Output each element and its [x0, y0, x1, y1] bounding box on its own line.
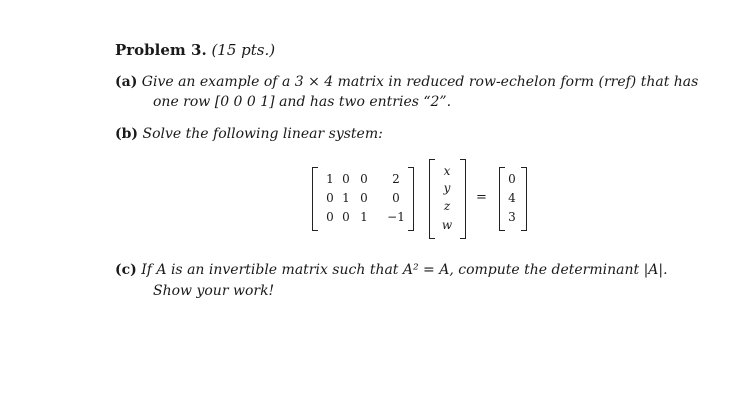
part-c-label: (c)	[115, 262, 137, 278]
variable-entry: w	[441, 218, 453, 232]
problem-points: (15 pts.)	[211, 41, 276, 59]
matrix-right-bracket	[408, 167, 414, 231]
matrix-entry: 1	[360, 210, 368, 224]
rhs-entry: 3	[508, 210, 516, 224]
matrix-left-bracket	[312, 167, 318, 231]
rhs-entry: 0	[508, 172, 516, 186]
rhs-right-bracket	[521, 167, 527, 231]
matrix-entry: 1	[326, 172, 334, 186]
matrix-entry: 0	[342, 172, 350, 186]
part-a-label: (a)	[115, 74, 138, 90]
vector-right-bracket	[460, 159, 466, 239]
rhs-entry: 4	[508, 191, 516, 205]
rhs-left-bracket	[499, 167, 505, 231]
problem-title: Problem 3.	[115, 41, 207, 59]
variable-entry: z	[443, 199, 451, 213]
part-c-text-1: If A is an invertible matrix such that A² = A, compute the determinant |A|.	[141, 262, 668, 278]
matrix-entry: 2	[392, 172, 400, 186]
variable-entry: y	[443, 181, 451, 195]
part-c-line2: Show your work!	[153, 283, 275, 299]
part-b-text: Solve the following linear system:	[142, 126, 383, 142]
matrix-entry: −1	[387, 210, 405, 224]
part-b-label: (b)	[115, 126, 139, 142]
part-a-line2: one row [0 0 0 1] and has two entries “2”.	[153, 94, 452, 110]
part-a-text-1: Give an example of a 3 × 4 matrix in reduced row-echelon form (rref) that has	[141, 74, 699, 90]
matrix-entry: 0	[360, 191, 368, 205]
matrix-entry: 0	[326, 191, 334, 205]
vector-left-bracket	[429, 159, 435, 239]
matrix-entry: 0	[326, 210, 334, 224]
matrix-entry: 0	[342, 210, 350, 224]
variable-entry: x	[443, 164, 451, 178]
part-c-line1	[115, 262, 668, 278]
matrix-entry: 0	[360, 172, 368, 186]
matrix-entry: 1	[342, 191, 350, 205]
matrix-entry: 0	[392, 191, 400, 205]
equals-sign: =	[476, 190, 487, 205]
